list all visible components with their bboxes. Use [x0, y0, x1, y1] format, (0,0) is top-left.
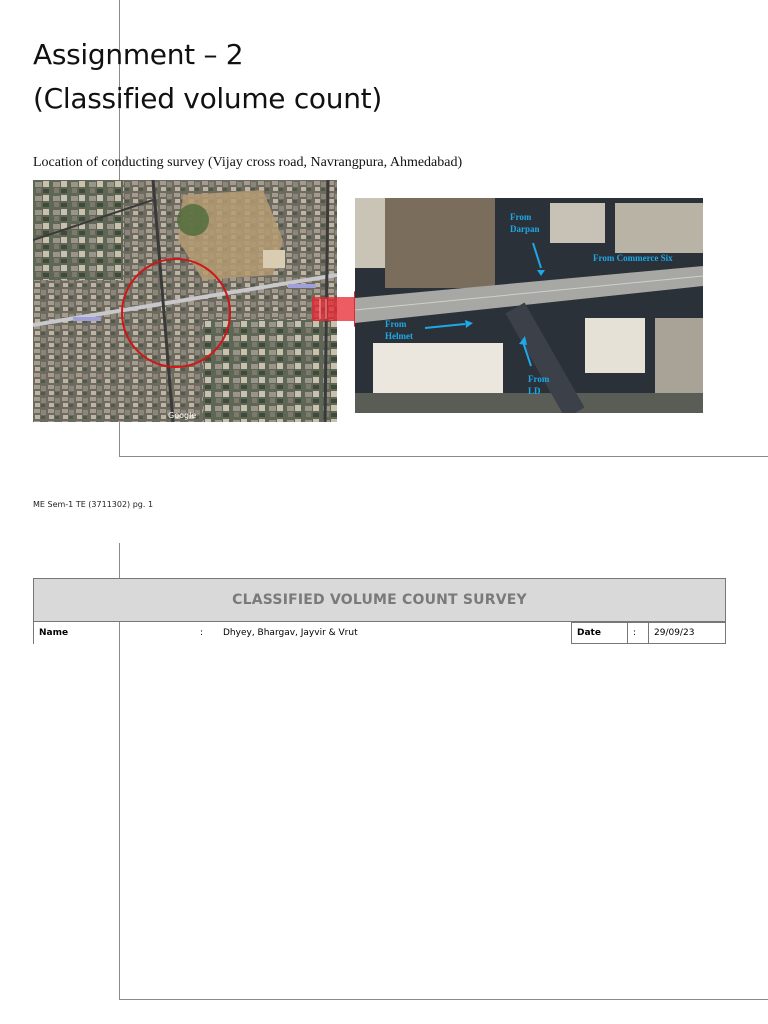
- date-value: 29/09/23: [648, 622, 726, 644]
- satellite-map-image: [33, 180, 337, 422]
- assignment-subtitle: (Classified volume count): [33, 82, 382, 115]
- label-from-ld-line1: From: [528, 374, 550, 384]
- date-separator: :: [628, 622, 648, 644]
- survey-info-row: [33, 622, 726, 644]
- google-watermark: Google: [168, 411, 197, 420]
- label-from-helmet-line2: Helmet: [385, 331, 413, 341]
- date-label: Date: [571, 622, 628, 644]
- label-from-commerce-six: From Commerce Six: [593, 253, 673, 263]
- zoomed-intersection-image: [355, 198, 703, 413]
- assignment-title: Assignment – 2: [33, 38, 244, 71]
- survey-location-caption: Location of conducting survey (Vijay cross road, Navrangpura, Ahmedabad): [33, 155, 463, 170]
- label-from-darpan-line2: Darpan: [510, 224, 540, 234]
- label-from-helmet-line1: From: [385, 319, 407, 329]
- name-value: Dhyey, Bhargav, Jayvir & Vrut: [223, 628, 358, 638]
- survey-form-title: CLASSIFIED VOLUME COUNT SURVEY: [232, 592, 527, 608]
- survey-form-header: [33, 578, 726, 622]
- label-from-darpan-line1: From: [510, 212, 532, 222]
- label-from-ld-line2: LD: [528, 386, 541, 396]
- page-footer: ME Sem-1 TE (3711302) pg. 1: [33, 500, 154, 509]
- name-label: Name: [33, 622, 193, 644]
- name-separator: :: [200, 628, 204, 638]
